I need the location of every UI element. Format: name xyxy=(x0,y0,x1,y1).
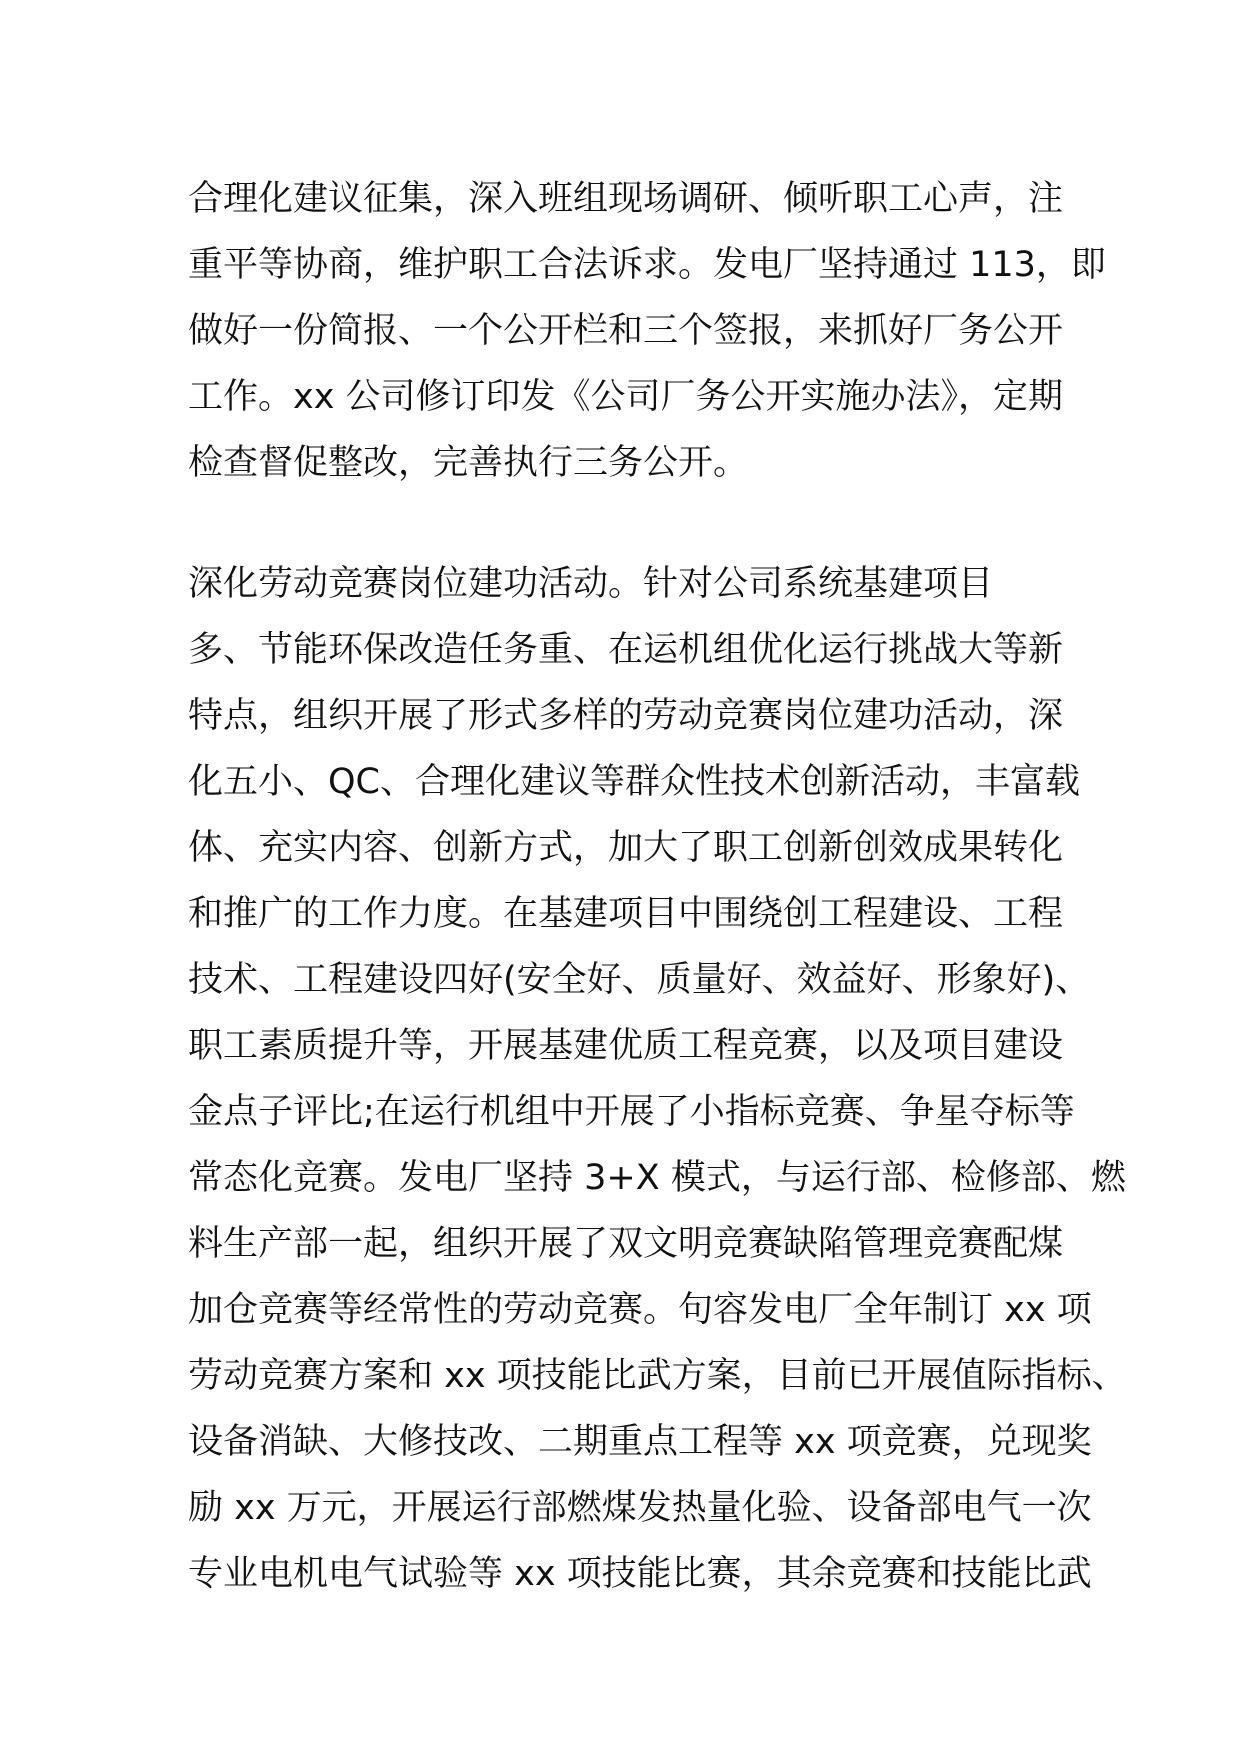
text-line: 职工素质提升等，开展基建优质工程竞赛，以及项目建设 xyxy=(188,1026,1064,1066)
text-line: 励 xx 万元，开展运行部燃煤发热量化验、设备部电气一次 xyxy=(188,1488,1092,1528)
text-line: 常态化竞赛。发电厂坚持 3+X 模式，与运行部、检修部、燃 xyxy=(188,1158,1126,1198)
text-line: 加仓竞赛等经常性的劳动竞赛。句容发电厂全年制订 xx 项 xyxy=(188,1290,1092,1330)
text-line: 金点子评比;在运行机组中开展了小指标竞赛、争星夺标等 xyxy=(188,1092,1075,1132)
text-line: 检查督促整改，完善执行三务公开。 xyxy=(188,443,749,483)
text-line: 体、充实内容、创新方式，加大了职工创新创效成果转化 xyxy=(188,828,1064,868)
text-line: 特点，组织开展了形式多样的劳动竞赛岗位建功活动，深 xyxy=(188,696,1064,736)
text-line: 料生产部一起，组织开展了双文明竞赛缺陷管理竞赛配煤 xyxy=(188,1224,1064,1264)
text-line: 多、节能环保改造任务重、在运机组优化运行挑战大等新 xyxy=(188,630,1064,670)
text-line: 技术、工程建设四好(安全好、质量好、效益好、形象好)、 xyxy=(188,960,1091,1000)
text-line: 设备消缺、大修技改、二期重点工程等 xx 项竞赛，兑现奖 xyxy=(188,1422,1092,1462)
text-line: 劳动竞赛方案和 xx 项技能比武方案，目前已开展值际指标、 xyxy=(188,1356,1127,1396)
paragraph-1 xyxy=(188,166,1106,496)
text-line: 工作。xx 公司修订印发《公司厂务公开实施办法》，定期 xyxy=(188,377,1064,417)
paragraph-2 xyxy=(188,551,1127,1607)
text-line: 和推广的工作力度。在基建项目中围绕创工程建设、工程 xyxy=(188,894,1064,934)
text-line: 做好一份简报、一个公开栏和三个签报，来抓好厂务公开 xyxy=(188,311,1064,351)
text-line: 深化劳动竞赛岗位建功活动。针对公司系统基建项目 xyxy=(188,564,994,604)
text-line: 化五小、QC、合理化建议等群众性技术创新活动，丰富载 xyxy=(188,762,1080,802)
text-line: 合理化建议征集，深入班组现场调研、倾听职工心声，注 xyxy=(188,179,1064,219)
text-line: 专业电机电气试验等 xx 项技能比赛，其余竞赛和技能比武 xyxy=(188,1554,1092,1594)
text-line: 重平等协商，维护职工合法诉求。发电厂坚持通过 113，即 xyxy=(188,245,1106,285)
